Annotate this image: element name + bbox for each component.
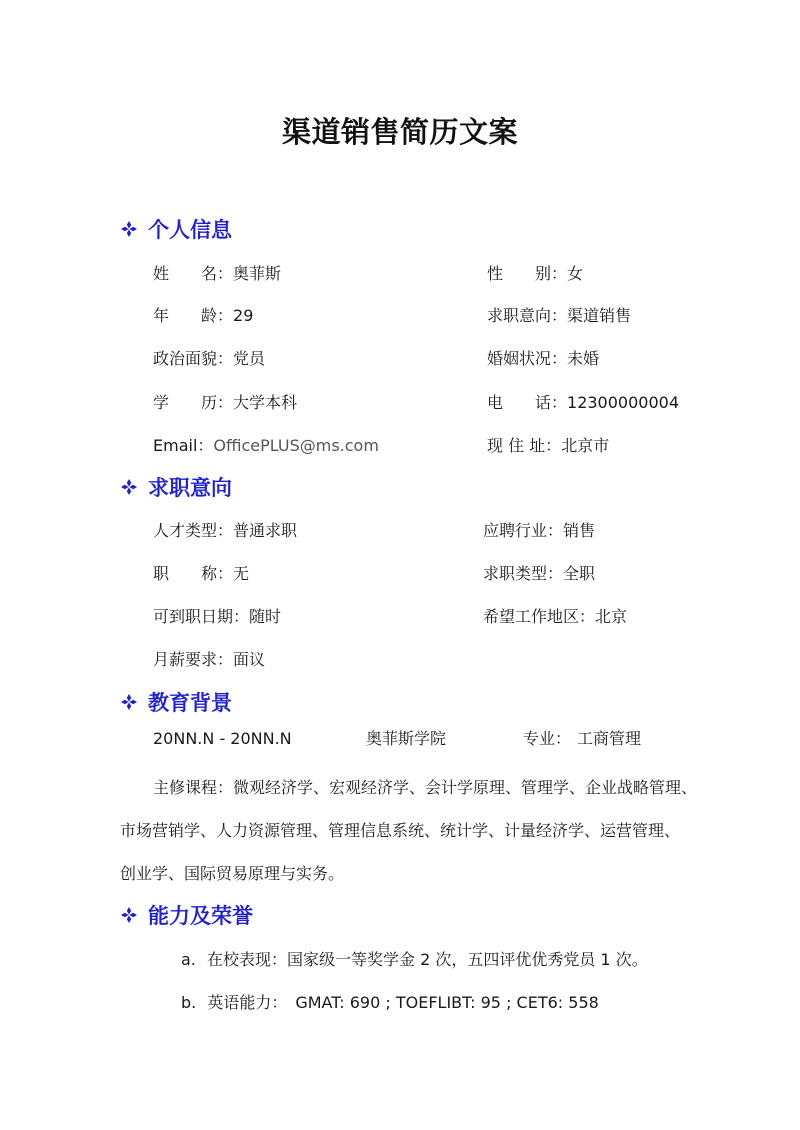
education-school: 奥菲斯学院: [366, 729, 447, 748]
section-title: 教育背景: [148, 691, 232, 715]
field-value: 工商管理: [577, 729, 642, 748]
education-period: 20NN.N - 20NN.N: [153, 729, 292, 748]
field-age: [153, 305, 253, 327]
field-value: 奥菲斯: [233, 264, 282, 283]
honor-item-a: [181, 949, 648, 971]
field-value: 未婚: [567, 349, 600, 368]
field-value: 随时: [249, 607, 282, 626]
field-label: 求职类型：: [483, 564, 564, 583]
field-label: Email：: [153, 436, 214, 455]
field-label: 可到职日期：: [153, 607, 250, 626]
field-label: 政治面貌：: [153, 349, 234, 368]
field-value: 无: [233, 564, 250, 583]
field-value: 大学本科: [233, 393, 298, 412]
diamond-bullet-icon: [120, 220, 138, 238]
field-label: 婚姻状况：: [487, 349, 568, 368]
field-name: [153, 263, 281, 285]
field-political-status: [153, 348, 265, 370]
field-value: 全职: [563, 564, 596, 583]
email-link[interactable]: OfficePLUS@ms.com: [213, 436, 379, 455]
honor-item-b: [181, 992, 599, 1014]
field-value: 面议: [233, 650, 266, 669]
field-talent-type: [153, 520, 297, 542]
field-label: 电 话：: [487, 393, 568, 412]
field-value: 普通求职: [233, 521, 298, 540]
diamond-bullet-icon: [120, 906, 138, 924]
field-value: 党员: [233, 349, 266, 368]
field-label: 应聘行业：: [483, 521, 564, 540]
field-label: 职 称：: [153, 564, 234, 583]
diamond-bullet-icon: [120, 478, 138, 496]
field-education: [153, 392, 297, 414]
field-marital-status: [487, 348, 599, 370]
field-phone: [487, 392, 679, 414]
courses-line-1: 主修课程：微观经济学、宏观经济学、会计学原理、管理学、企业战略管理、: [153, 778, 698, 797]
field-job-title: [153, 563, 249, 585]
section-header-personal: [120, 215, 232, 243]
document-title: 渠道销售简历文案: [281, 115, 518, 149]
field-label: 性 别：: [487, 264, 568, 283]
field-label: 年 龄：: [153, 306, 234, 325]
field-value: 北京: [595, 607, 628, 626]
field-label: 学 历：: [153, 393, 234, 412]
section-header-intention: [120, 473, 232, 501]
field-label: 现 住 址：: [487, 436, 562, 455]
field-label: 专业：: [523, 729, 572, 748]
courses-line-2: 市场营销学、人力资源管理、管理信息系统、统计学、计量经济学、运营管理、: [120, 821, 681, 840]
field-label: 月薪要求：: [153, 650, 234, 669]
field-industry: [483, 520, 595, 542]
field-job-intent: [487, 305, 631, 327]
diamond-bullet-icon: [120, 693, 138, 711]
field-work-region: [483, 606, 627, 628]
section-header-education: [120, 688, 232, 716]
section-title: 个人信息: [148, 218, 232, 242]
section-title: 求职意向: [148, 476, 232, 500]
list-marker: a.: [181, 950, 196, 969]
field-address: [487, 435, 609, 457]
section-header-honors: [120, 901, 253, 929]
list-marker: b.: [181, 993, 197, 1012]
field-label: 姓 名：: [153, 264, 234, 283]
field-label: 人才类型：: [153, 521, 234, 540]
field-major: [523, 728, 641, 750]
field-start-date: [153, 606, 281, 628]
field-job-type: [483, 563, 595, 585]
section-title: 能力及荣誉: [148, 904, 253, 928]
field-value: 12300000004: [567, 393, 679, 412]
field-salary: [153, 649, 265, 671]
courses-line-3: 创业学、国际贸易原理与实务。: [120, 864, 345, 883]
field-value: 渠道销售: [567, 306, 632, 325]
field-value: 29: [233, 306, 254, 325]
field-gender: [487, 263, 583, 285]
field-value: 女: [567, 264, 584, 283]
field-email: [153, 435, 379, 457]
list-item-text: 在校表现：国家级一等奖学金 2 次，五四评优优秀党员 1 次。: [206, 950, 648, 969]
field-label: 求职意向：: [487, 306, 568, 325]
list-item-text: 英语能力： GMAT: 690 ; TOEFLIBT: 95 ; CET6: 558: [207, 993, 599, 1012]
field-value: 北京市: [561, 436, 610, 455]
field-value: 销售: [563, 521, 596, 540]
field-label: 希望工作地区：: [483, 607, 596, 626]
